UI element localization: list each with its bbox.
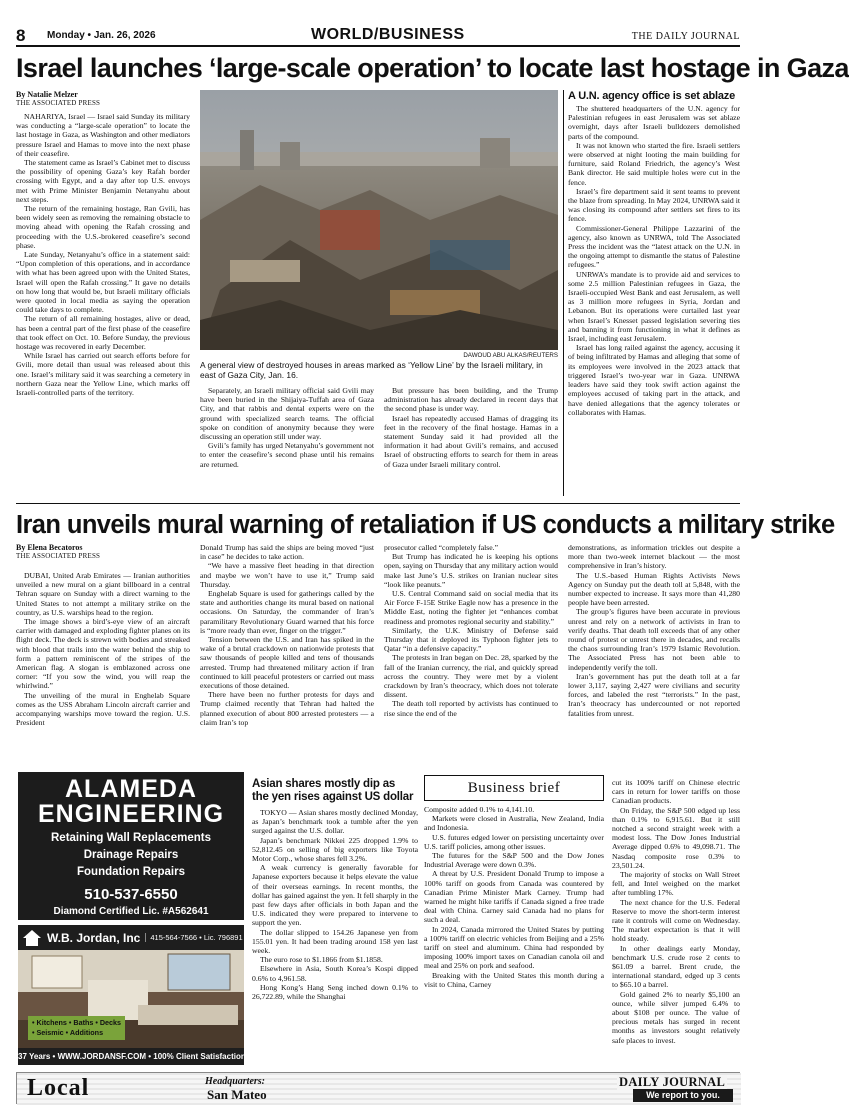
paragraph: The majority of stocks on Wall Street fell, and Intel weighed on the market after tumbling 17%. [612, 870, 740, 898]
paragraph: In other dealings early Monday, benchmark U.S. crude rose 2 cents to $61.09 a barrel. Brent crude, the international standard, edged up 3 cents to $65.10 a barrel. [612, 943, 740, 990]
paragraph: The return of the remaining hostage, Ran Gvili, has been widely seen as removing the remaining obstacle to moving ahead with opening the Rafah crossing and proceeding with the U.S.-brokered ceasefire’s second phase. [16, 204, 190, 250]
paragraph: “We have a massive fleet heading in that direction and maybe we won’t have to use it,” Trump said Thursday. [200, 561, 374, 589]
jordan-name: W.B. Jordan, Inc [47, 930, 141, 945]
story2-col3 [384, 543, 558, 718]
sidebar-body [568, 104, 740, 417]
paragraph: Enghelab Square is used for gatherings called by the state and authorities change its mural based on national occasions. On Saturday, the commander of Iran’s paramilitary Revolutionary Guard warned that his force is “more ready than ever, finger on the trigger.” [200, 589, 374, 635]
paragraph: Gvili’s family has urged Netanyahu’s government not to enter the ceasefire’s second phase until his remains are returned. [200, 441, 374, 469]
story1-agency: THE ASSOCIATED PRESS [16, 99, 101, 107]
ad-service: Drainage Repairs [83, 849, 179, 861]
paragraph: Donald Trump has said the ships are being moved “just in case” he decides to take action. [200, 543, 374, 562]
paragraph: A threat by U.S. President Donald Trump to impose a 100% tariff on goods from Canada was countered by Canadian Prime Minister Mark Carney. Trump had warned he might hike tariffs if Canada signed a free trade deal with China. Carney said Canada had no plans for such a deal. [424, 869, 604, 925]
paragraph: Markets were closed in Australia, New Zealand, India and Indonesia. [424, 814, 604, 833]
ad-name-line1: ALAMEDA [65, 775, 197, 803]
business-brief-col1 [424, 805, 604, 989]
banner-local: Local [27, 1075, 90, 1101]
paragraph: Israel has repeatedly accused Hamas of dragging its feet in the recovery of the final hostage. Hamas in a statement Sunday said it had provided all the information it had about Gvili’s remains, and accused Israel of obstructing efforts to search for them in areas of Gaza under Israeli military control. [384, 413, 558, 469]
issue-date: Monday • Jan. 26, 2026 [47, 30, 156, 41]
banner-hq-city: San Mateo [207, 1087, 267, 1102]
paragraph: On Friday, the S&P 500 edged up less than 0.1% to 6,915.61. But it still notched a second straight week with a modest loss. The Dow Jones Industrial Average dipped 0.6% to 49,098.71. The Nasdaq composite rose 0.3% to 23,501.24. [612, 805, 740, 870]
paragraph: DUBAI, United Arab Emirates — Iranian authorities unveiled a new mural on a giant billboard in a central Tehran square on Sunday with a direct warning to the United States to not attempt a military strike on the country, as U.S. warships head to the region. [16, 571, 190, 617]
paragraph: A weak currency is generally favorable for Japanese exporters because it helps elevate the value of their overseas earnings. In recent months, the dollar has gained against the yen. It fell sharply in the past few days after officials in both Japan and the U.S. indicated they were prepared to intervene to support the yen. [252, 863, 418, 928]
ad-phone: 510-537-6550 [84, 886, 178, 903]
paper-name: THE DAILY JOURNAL [631, 31, 740, 42]
ad-service: Retaining Wall Replacements [51, 832, 211, 844]
paragraph: Israel’s fire department said it sent teams to prevent the blaze from spreading. In May 2024, UNRWA said it was closing its compound after settlers set fires to its fence. [568, 186, 740, 224]
story1-col1 [16, 112, 190, 397]
daily-journal-promo-banner[interactable] [16, 1072, 740, 1104]
paragraph: The dollar slipped to 154.26 Japanese yen from 155.01 yen. It had been trading around 158 yen last week. [252, 927, 418, 956]
paragraph: Breaking with the United States this month during a visit to China, Carney [424, 970, 604, 989]
banner-paper-name: DAILY JOURNAL [619, 1075, 726, 1089]
story2-agency: THE ASSOCIATED PRESS [16, 552, 101, 560]
story1-byline-block [16, 90, 190, 107]
sidebar-headline: A U.N. agency office is set ablaze [568, 90, 736, 102]
paragraph: Iran’s government has put the death toll at a far lower 3,117, saying 2,427 were civilians and security forces, and labeled the rest “terrorists.” In the past, Iran’s theocracy has undercounted or not reported fatalities from unrest. [568, 671, 740, 718]
paragraph: In 2024, Canada mirrored the United States by putting a 100% tariff on electric vehicles from Beijing and a 25% tariff on steel and aluminum. China had responded by imposing 100% import taxes on Canadian canola oil and meal and 25% on pork and seafood. [424, 924, 604, 971]
paragraph: The image shows a bird’s-eye view of an aircraft carrier with damaged and exploding fighter planes on its flight deck. The deck is strewn with bodies and streaked with blood that trails into the water behind the ship to form a pattern reminiscent of the stripes of the American flag. A slogan is emblazoned across one corner: “If you sow the wind, you will reap the whirlwind.” [16, 617, 190, 691]
paragraph: The group’s figures have been accurate in previous unrest and rely on a network of activists in Iran to verify deaths. That death toll exceeds that of any other round of protest or unrest there in decades, and recalls the chaos surrounding Iran’s 1979 Islamic Revolution. The Associated Press has not been able to independently verify the toll. [568, 607, 740, 672]
business-brief-col2 [612, 778, 740, 1045]
story1-byline: By Natalie Melzer [16, 90, 78, 99]
paragraph: The unveiling of the mural in Enghelab Square comes as the USS Abraham Lincoln aircraft carrier and accompanying warships move toward the region. U.S. President [16, 690, 190, 728]
paragraph: Elsewhere in Asia, South Korea’s Kospi dipped 0.6% to 4,961.58. [252, 964, 418, 983]
paragraph: cut its 100% tariff on Chinese electric cars in return for lower tariffs on those Canadian products. [612, 778, 740, 806]
paragraph: The protests in Iran began on Dec. 28, sparked by the fall of the Iranian currency, the rial, and quickly spread across the country. They were met by a violent crackdown by Iran’s theocracy, which does not tolerate dissent. [384, 653, 558, 700]
jordan-footer: 37 Years • WWW.JORDANSF.COM • 100% Client Satisfaction [18, 1048, 244, 1065]
ad-name-line2: ENGINEERING [37, 800, 225, 828]
paragraph: demonstrations, as information trickles out despite a more than two-week internet blackout — the most comprehensive in Iran’s history. [568, 543, 740, 571]
paragraph: Israel has long railed against the agency, accusing it of being infiltrated by Hamas and alleging that some of its employees were involved in the 2023 attack that triggered Israel’s two-year war in Gaza. UNRWA leaders have said they took swift action against the employees accused of taking part in the attack, and have denied allegations that the agency tolerates or collaborates with Hamas. [568, 343, 740, 417]
paragraph: Hong Kong’s Hang Seng inched down 0.1% to 26,722.89, while the Shanghai [252, 982, 418, 1002]
paragraph: There have been no further protests for days and Trump claimed recently that Tehran had halted the planned execution of about 800 arrested protesters — a claim Iran’s top [200, 690, 374, 727]
jordan-services [28, 1016, 125, 1040]
alameda-engineering-ad[interactable] [18, 772, 244, 920]
paragraph: U.S. futures edged lower on persisting uncertainty over U.S. tariff policies, among other issues. [424, 832, 604, 851]
gaza-photo [200, 90, 558, 350]
jordan-ad[interactable] [18, 925, 244, 1065]
story2-col4 [568, 543, 740, 718]
paragraph: NAHARIYA, Israel — Israel said Sunday its military was conducting a “large-scale operation” to locate the last hostage in Gaza, as Washington and other mediators pressure Israel and Hamas to move into the next phase of their ceasefire. [16, 112, 190, 158]
photo-caption: A general view of destroyed houses in areas marked as ‘Yellow Line’ by the Israeli military, in east of Gaza City, Jan. 16. [200, 360, 543, 380]
paragraph: prosecutor called “completely false.” [384, 543, 498, 552]
story2-col1 [16, 571, 190, 727]
paragraph: Japan’s benchmark Nikkei 225 dropped 1.9% to 52,812.45 on selling of big exporters like Toyota Motor Corp., whose shares fell 3.2%. [252, 835, 418, 864]
jordan-contact: 415-564-7566 • Lic. 796891 [145, 933, 242, 942]
paragraph: But Trump has indicated he is keeping his options open, saying on Thursday that any military action would make last June’s U.S. strikes on Iranian nuclear sites “look like peanuts.” [384, 552, 558, 589]
story2-byline: By Elena Becatoros [16, 543, 83, 552]
paragraph: TOKYO — Asian shares mostly declined Monday, as Japan’s benchmark took a tumble after the yen surged against the U.S. dollar. [252, 808, 418, 836]
photo-credit: DAWOUD ABU ALKAS/REUTERS [463, 352, 558, 359]
paragraph: The statement came as Israel’s Cabinet met to discuss the possibility of opening Gaza’s key Rafah border crossing with Egypt, and a day after top U.S. envoys met with Prime Minister Benjamin Netanyahu about next steps. [16, 158, 190, 204]
ad-service: Foundation Repairs [77, 866, 185, 878]
jordan-services-line: • Kitchens • Baths • Decks [32, 1018, 122, 1027]
paragraph: Separately, an Israeli military official said Gvili may have been buried in the Shijaiya-Tuffah area of Gaza City, and that rabbis and dental experts were on the ground with specialized search teams. The official spoke on condition of anonymity because they were discussing an operation still under way. [200, 386, 374, 442]
ad-license: Diamond Certified Lic. #A562641 [53, 906, 209, 917]
sidebar-rule [563, 90, 564, 496]
story1-headline: Israel launches ‘large-scale operation’ to locate last hostage in Gaza [16, 53, 849, 83]
destroyed-houses-image [200, 90, 558, 350]
jordan-services-line: • Seismic • Additions [32, 1028, 104, 1037]
asian-shares-headline-line: the yen rises against US dollar [252, 791, 414, 803]
paragraph: U.S. Central Command said on social media that its Air Force F-15E Strike Eagle now has a presence in the Middle East, noting the fighter jet “enhances combat readiness and promotes regional security and stability.” [384, 589, 558, 626]
paragraph: Late Sunday, Netanyahu’s office in a statement said: “Upon completion of this operations, and in accordance with what has been agreed upon with the United States, Israel will open the Rafah crossing.” It gave no details on how long that would be, but Israeli military officials were quoted in local media as saying the operation could take days to complete. [16, 250, 190, 315]
banner-hq-label: Headquarters: [205, 1076, 265, 1087]
paragraph: Gold gained 2% to nearly $5,100 an ounce, while silver jumped 6.4% to about $108 per ounce. The value of precious metals has surged in recent months as investors sought relatively safe places to invest. [612, 989, 740, 1045]
paragraph: Composite added 0.1% to 4,141.10. [424, 805, 535, 814]
story-divider [16, 503, 740, 504]
asian-shares-body [252, 808, 418, 1001]
business-brief-box: Business brief [424, 775, 604, 801]
paragraph: While Israel has carried out search efforts before for Gvili, more detail than usual was released about this one. Israel’s military said it was searching a cemetery in northern Gaza near the Yellow Line, which marks off Israeli-controlled parts of the territory. [16, 351, 190, 398]
banner-tagline: We report to you. [633, 1089, 733, 1102]
paragraph: The U.S.-based Human Rights Activists News Agency on Sunday put the death toll at 5,848, with the number expected to increase. It says more than 41,280 people have been arrested. [568, 570, 740, 608]
asian-shares-headline-line: Asian shares mostly dip as [252, 778, 396, 790]
paragraph: The return of all remaining hostages, alive or dead, has been a central part of the first phase of the ceasefire that took effect on Oct. 10. Before Sunday, the previous hostage was recovered in early December. [16, 314, 190, 352]
paragraph: The next chance for the U.S. Federal Reserve to move the short-term interest rate it controls will come on Wednesday. The market expectation is that it will hold steady. [612, 897, 740, 944]
paragraph: But pressure has been building, and the Trump administration has already declared in recent days that the second phase is under way. [384, 386, 558, 414]
paragraph: Commissioner-General Philippe Lazzarini of the agency, also known as UNRWA, told The Associated Press the incident was the “latest attack on the U.N. in the ongoing attempt to dismantle the status of Palestine refugees.” [568, 223, 740, 270]
paragraph: The death toll reported by activists has continued to rise since the end of the [384, 699, 558, 718]
story2-headline: Iran unveils mural warning of retaliation if US conducts a military strike [16, 511, 835, 539]
jordan-ad-header [18, 925, 244, 950]
page-number: 8 [16, 26, 26, 45]
paragraph: It was not known who started the fire. Israeli settlers were observed at night looting the main building for furniture, said Roland Friedrich, the agency’s West Bank director. He said multiple holes were cut in the fence. [568, 140, 740, 187]
paragraph: The futures for the S&P 500 and the Dow Jones Industrial Average were down 0.3%. [424, 851, 604, 870]
story2-col2 [200, 543, 374, 727]
header-rule [16, 45, 740, 47]
asian-shares-headline [252, 778, 424, 804]
paragraph: The shuttered headquarters of the U.N. agency for Palestinian refugees in east Jerusalem was set ablaze overnight, days after Israeli bulldozers demolished parts of the compound. [568, 104, 740, 141]
story1-col2 [200, 386, 374, 469]
paragraph: Tension between the U.S. and Iran has spiked in the wake of a brutal crackdown on nationwide protests that saw thousands of people killed and tens of thousands arrested. Trump had threatened military action if Iran continued to kill peaceful protesters or carried out mass executions of those detained. [200, 635, 374, 691]
story1-col3 [384, 386, 558, 469]
story2-byline-block [16, 543, 190, 560]
paragraph: Similarly, the U.K. Ministry of Defense said Thursday that it deployed its Typhoon fighter jets to Qatar “in a defensive capacity.” [384, 625, 558, 654]
house-icon [21, 927, 43, 949]
paragraph: The euro rose to $1.1866 from $1.1858. [260, 955, 383, 965]
section-title: WORLD/BUSINESS [311, 26, 465, 43]
paragraph: UNRWA’s mandate is to provide aid and services to some 2.5 million Palestinian refugees in Gaza, the Israeli-occupied West Bank and east Jerusalem, as well as 3 million more refugees in Syria, Jordan and Lebanon. But its operations were curtailed last year when Israel’s Knesset passed legislation severing ties and banning it from functioning in what it defines as Israel, including east Jerusalem. [568, 269, 740, 344]
